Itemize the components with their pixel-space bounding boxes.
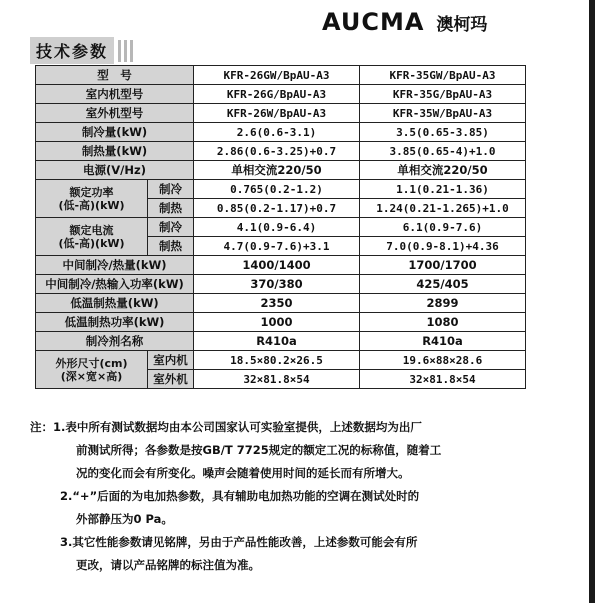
cell: 370/380 xyxy=(194,275,360,294)
cell: 32×81.8×54 xyxy=(194,370,360,389)
cell: 3.85(0.65-4)+1.0 xyxy=(360,142,526,161)
model-1-header: KFR-26GW/BpAU-A3 xyxy=(194,66,360,85)
row-group-label xyxy=(36,218,148,256)
table-row xyxy=(36,104,526,123)
sub-label: 制冷 xyxy=(148,218,194,237)
note-text: 更改，请以产品铭牌的标注值为准。 xyxy=(76,558,260,572)
label-line: (深×宽×高) xyxy=(60,369,123,383)
cell: 4.1(0.9-6.4) xyxy=(194,218,360,237)
page-edge-bar xyxy=(589,0,595,603)
note-text: 1.表中所有测试数据均由本公司国家认可实验室提供，上述数据均为出厂 xyxy=(53,420,422,434)
notes-prefix: 注： xyxy=(30,420,53,434)
row-group-label xyxy=(36,351,148,389)
cell: KFR-35G/BpAU-A3 xyxy=(360,85,526,104)
table-row xyxy=(36,294,526,313)
table-row xyxy=(36,142,526,161)
row-group-label xyxy=(36,180,148,218)
note-text: 况的变化而会有所变化。噪声会随着使用时间的延长而有所增大。 xyxy=(76,466,410,480)
cell: 18.5×80.2×26.5 xyxy=(194,351,360,370)
table-row xyxy=(36,313,526,332)
notes xyxy=(30,416,560,577)
cell: 1.1(0.21-1.36) xyxy=(360,180,526,199)
brand-chinese: 澳柯玛 xyxy=(436,14,488,35)
row-label: 低温制热量(kW) xyxy=(36,294,194,313)
cell: 2350 xyxy=(194,294,360,313)
cell: 1700/1700 xyxy=(360,256,526,275)
row-label: 室外机型号 xyxy=(36,104,194,123)
row-label: 低温制热功率(kW) xyxy=(36,313,194,332)
note-3: 3.其它性能参数请见铭牌，另由于产品性能改善，上述参数可能会有所 xyxy=(60,535,418,549)
section-header xyxy=(30,37,136,64)
cell: 19.6×88×28.6 xyxy=(360,351,526,370)
note-text: 外部静压为0 Pa。 xyxy=(76,512,173,526)
cell: 1.24(0.21-1.265)+1.0 xyxy=(360,199,526,218)
table-row xyxy=(36,351,526,370)
cell: KFR-35W/BpAU-A3 xyxy=(360,104,526,123)
note-2: 2.“+”后面的为电加热参数，具有辅助电加热功能的空调在测试处时的 xyxy=(60,489,420,503)
sub-label: 制热 xyxy=(148,199,194,218)
row-label: 中间制冷/热输入功率(kW) xyxy=(36,275,194,294)
brand-logo xyxy=(322,8,487,36)
cell: KFR-26G/BpAU-A3 xyxy=(194,85,360,104)
cell: KFR-26W/BpAU-A3 xyxy=(194,104,360,123)
model-2-header: KFR-35GW/BpAU-A3 xyxy=(360,66,526,85)
table-row xyxy=(36,275,526,294)
cell: 单相交流220/50 xyxy=(360,161,526,180)
label-line: 额定功率 xyxy=(69,185,114,199)
cell: R410a xyxy=(360,332,526,351)
cell: 32×81.8×54 xyxy=(360,370,526,389)
table-row xyxy=(36,161,526,180)
cell: 4.7(0.9-7.6)+3.1 xyxy=(194,237,360,256)
cell: 2.6(0.6-3.1) xyxy=(194,123,360,142)
cell: 0.85(0.2-1.17)+0.7 xyxy=(194,199,360,218)
row-label: 制冷量(kW) xyxy=(36,123,194,142)
cell: 单相交流220/50 xyxy=(194,161,360,180)
sub-label: 室外机 xyxy=(148,370,194,389)
row-label: 中间制冷/热量(kW) xyxy=(36,256,194,275)
section-title: 技术参数 xyxy=(30,37,114,64)
cell: 2.86(0.6-3.25)+0.7 xyxy=(194,142,360,161)
row-label: 制冷剂名称 xyxy=(36,332,194,351)
sub-label: 制冷 xyxy=(148,180,194,199)
table-row xyxy=(36,218,526,237)
table-row xyxy=(36,256,526,275)
spec-table xyxy=(35,65,526,389)
row-label: 制热量(kW) xyxy=(36,142,194,161)
cell: R410a xyxy=(194,332,360,351)
decorative-stripes xyxy=(118,40,136,62)
label-line: (低-高)(kW) xyxy=(58,198,125,212)
table-row xyxy=(36,332,526,351)
table-row xyxy=(36,123,526,142)
cell: 7.0(0.9-8.1)+4.36 xyxy=(360,237,526,256)
sub-label: 制热 xyxy=(148,237,194,256)
label-line: 额定电流 xyxy=(69,223,114,237)
brand-latin: AUCMA xyxy=(322,8,425,36)
label-line: (低-高)(kW) xyxy=(58,236,125,250)
label-line: 外形尺寸(cm) xyxy=(55,356,128,370)
table-row xyxy=(36,85,526,104)
row-label: 室内机型号 xyxy=(36,85,194,104)
row-label: 电源(V/Hz) xyxy=(36,161,194,180)
table-row xyxy=(36,180,526,199)
cell: 1400/1400 xyxy=(194,256,360,275)
table-row xyxy=(36,66,526,85)
cell: 6.1(0.9-7.6) xyxy=(360,218,526,237)
cell: 1080 xyxy=(360,313,526,332)
sub-label: 室内机 xyxy=(148,351,194,370)
cell: 2899 xyxy=(360,294,526,313)
cell: 0.765(0.2-1.2) xyxy=(194,180,360,199)
cell: 3.5(0.65-3.85) xyxy=(360,123,526,142)
row-label: 型 号 xyxy=(36,66,194,85)
note-1 xyxy=(30,416,560,439)
cell: 1000 xyxy=(194,313,360,332)
note-text: 前测试所得；各参数是按GB/T 7725规定的额定工况的标称值，随着工 xyxy=(76,443,442,457)
cell: 425/405 xyxy=(360,275,526,294)
